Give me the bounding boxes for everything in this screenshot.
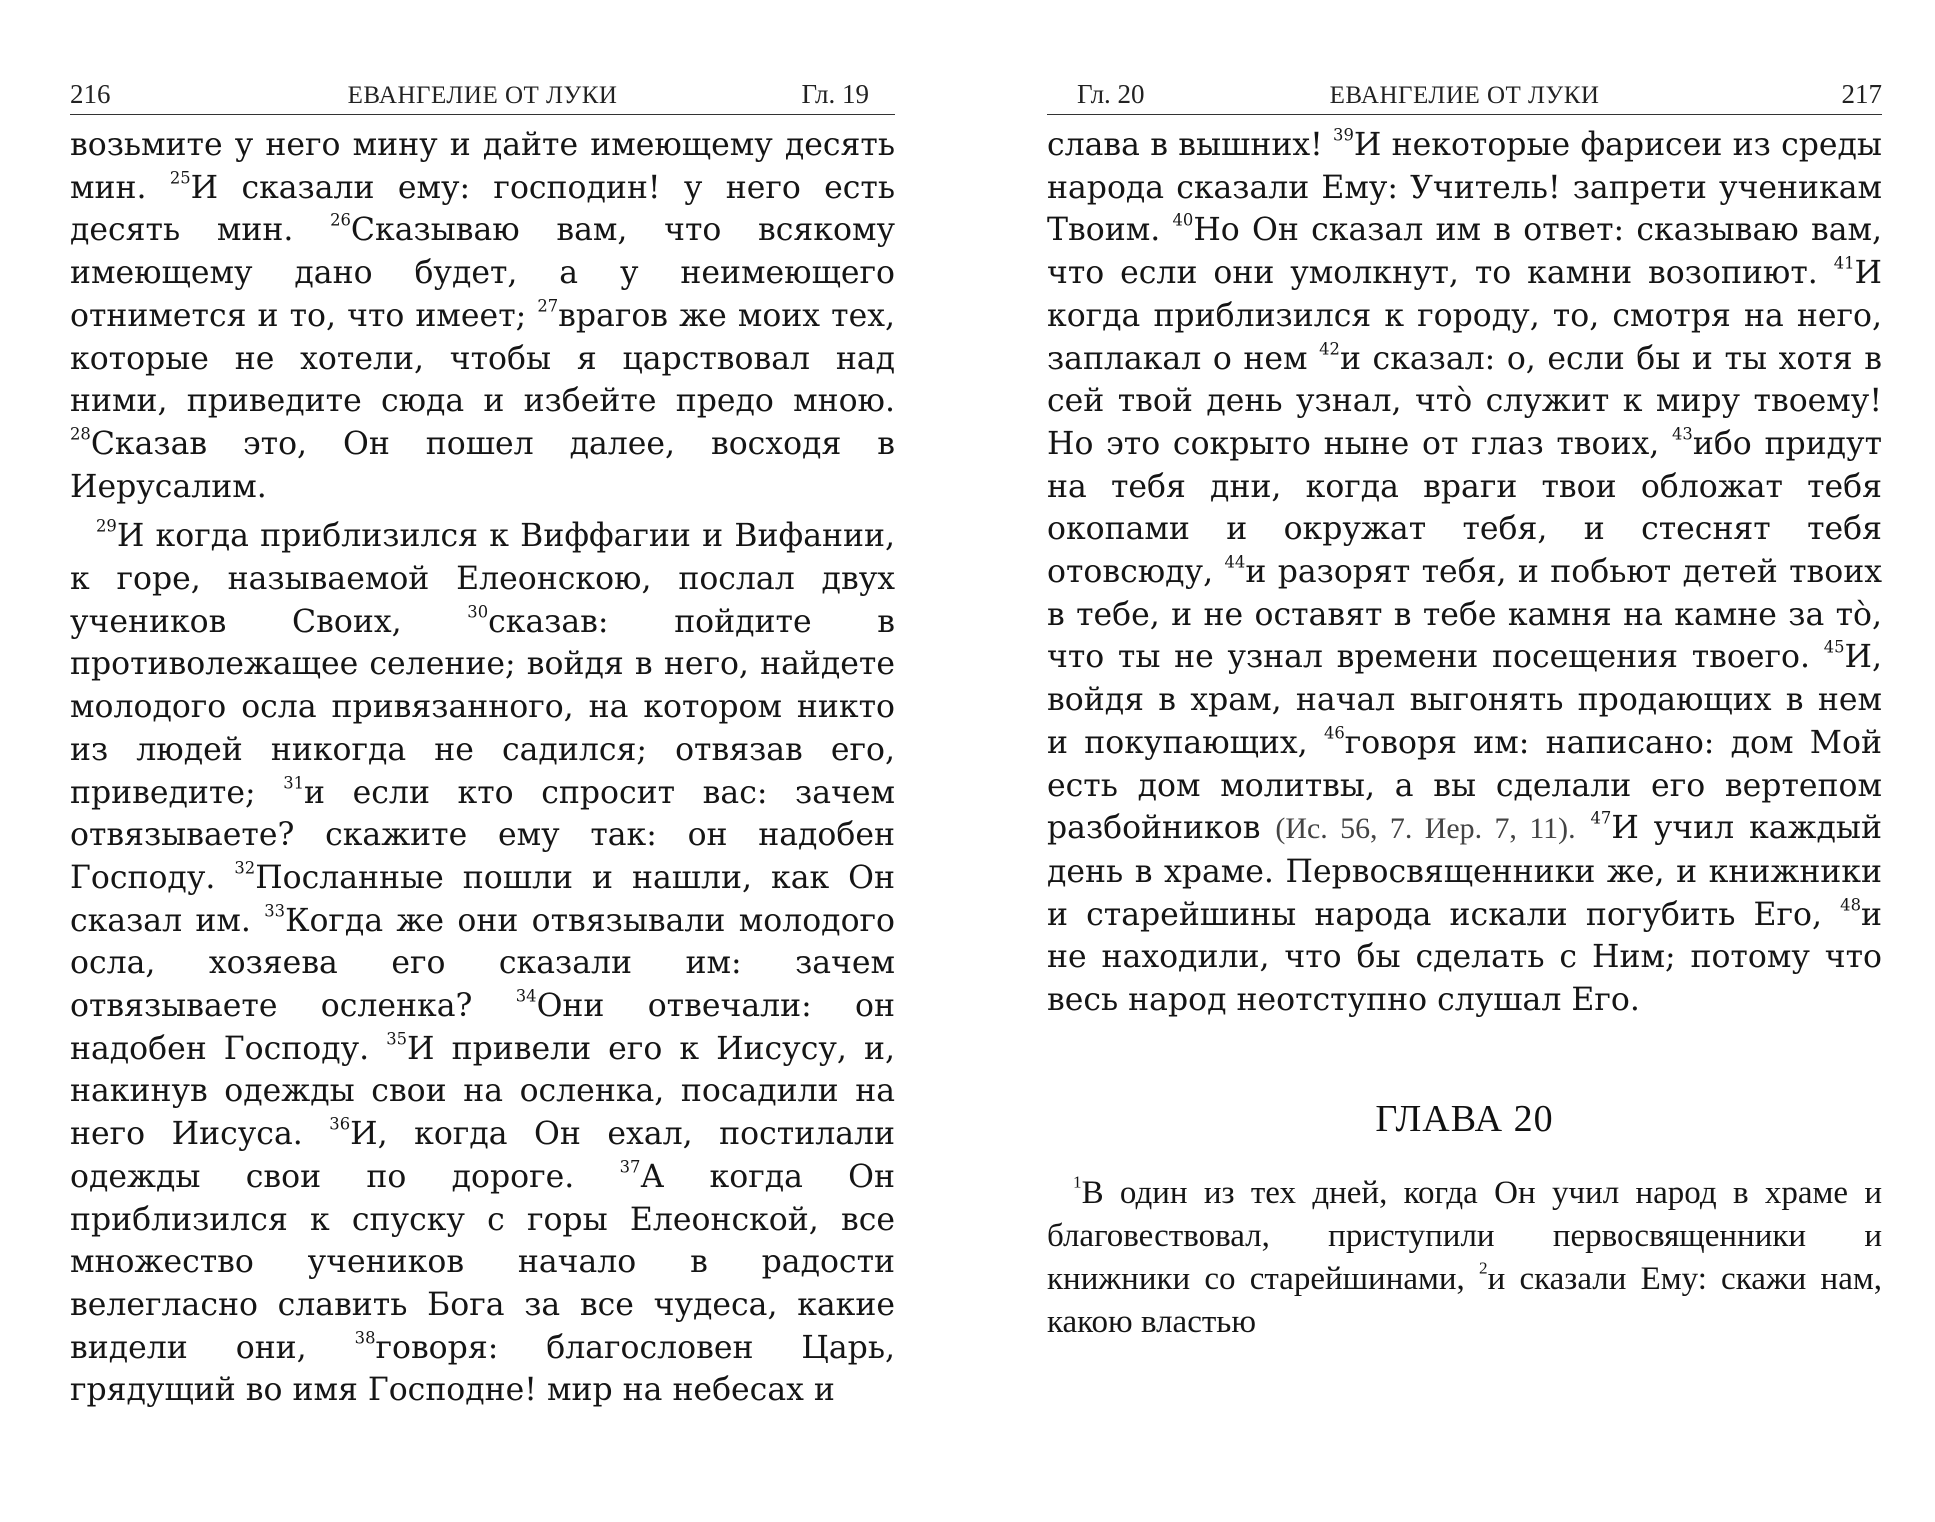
text-segment: Посланные пошли и нашли, как Он сказал им. — [70, 859, 895, 939]
verse-number: 36 — [329, 1114, 351, 1134]
right-page-header — [1047, 70, 1882, 115]
text-segment: И когда приблизился к Виффагии и Вифании, к горе, называемой Елеонскою, послал двух учеников Своих, — [70, 518, 895, 640]
verse-number: 38 — [354, 1327, 376, 1347]
text-segment: И некоторые фарисеи из среды народа сказали Ему: Учитель! запрети ученикам Твоим. — [1047, 127, 1882, 249]
text-segment: и сказали Ему: скажи нам, какою властью — [1047, 1260, 1882, 1340]
text-segment: возьмите у него мину и дайте имеющему десять мин. — [70, 127, 895, 206]
verse-number: 40 — [1172, 210, 1194, 230]
text-segment: А когда Он приблизился к спуску с горы Елеонской, все множество учеников начало в радости велегласно славить Бога за все чудеса, какие видели они, — [70, 1158, 895, 1366]
text-segment: и если кто спросит вас: зачем отвязываете? скажите ему так: он надобен Господу. — [70, 774, 895, 896]
text-segment: и разорят тебя, и побьют детей твоих в тебе, и не оставят в тебе камня на камне за то̀, что ты не узнал времени посещения твоего. — [1047, 554, 1882, 676]
text-segment: слава в вышних! — [1047, 127, 1334, 163]
verse-number: 43 — [1672, 424, 1693, 444]
text-segment: Сказываю вам, что всякому имеющему дано будет, а у неимеющего отнимется и то, что имеет; — [70, 212, 895, 334]
text-segment: ибо придут на тебя дни, когда враги твои обложат тебя окопами и окружат тебя, и стеснят тебя отовсюду, — [1047, 425, 1882, 591]
text-segment: сказав: пойдите в противолежащее селение; войдя в него, найдете молодого осла привязанного, на котором никто из людей никогда не садился; отвязав его, приведите; — [70, 603, 895, 811]
left-running-title: ЕВАНГЕЛИЕ ОТ ЛУКИ — [347, 82, 618, 109]
left-page — [70, 0, 895, 1522]
verse-number: 28 — [70, 424, 91, 444]
text-segment: Когда же они отвязывали молодого осла, хозяева его сказали им: зачем отвязываете осленка? — [70, 902, 896, 1025]
verse-number: 2 — [1479, 1258, 1488, 1278]
right-page-body — [1047, 124, 1882, 1343]
text-segment: и сказал: о, если бы и ты хотя в сей твой день узнал, что̀ служит к миру твоему! Но это сокрыто ныне от глаз твоих, — [1047, 340, 1882, 462]
text-segment: и не находили, что бы сделать с Ним; потому что весь народ неотступно слушал Его. — [1047, 896, 1882, 1019]
left-paragraph-2 — [70, 515, 895, 1412]
text-segment: Они отвечали: он надобен Господу. — [70, 988, 896, 1067]
text-segment: И учил каждый день в храме. Первосвященники же, и книжники и старейшины народа искали погубить Его, — [1047, 810, 1882, 933]
verse-number: 30 — [467, 602, 489, 621]
verse-number: 26 — [330, 210, 351, 230]
verse-number: 37 — [619, 1157, 641, 1177]
text-segment: И сказали ему: господин! у него есть десять мин. — [70, 169, 895, 249]
text-segment: И когда приблизился к городу, то, смотря на него, заплакал о нем — [1047, 255, 1882, 377]
verse-number: 45 — [1823, 637, 1845, 657]
verse-number: 31 — [283, 772, 305, 792]
verse-number: 27 — [537, 296, 559, 316]
verse-number: 29 — [96, 516, 117, 536]
left-page-body — [70, 124, 895, 1412]
right-paragraph-1 — [1047, 124, 1882, 1022]
left-paragraph-1 — [70, 124, 895, 508]
right-paragraph-2 — [1047, 1172, 1882, 1343]
verse-number: 42 — [1319, 338, 1340, 358]
left-chapter-ref: Гл. 19 — [801, 79, 869, 109]
verse-number: 39 — [1333, 125, 1354, 145]
right-page — [1047, 0, 1882, 1522]
text-segment: Сказав это, Он пошел далее, восходя в Иерусалим. — [70, 425, 895, 505]
text-segment: В один из тех дней, когда Он учил народ в храме и благовествовал, приступили первосвященники и книжники со старейшинами, — [1047, 1175, 1882, 1297]
chapter-heading: ГЛАВА 20 — [1375, 1097, 1554, 1140]
verse-number: 44 — [1224, 552, 1246, 572]
left-page-header — [70, 70, 895, 115]
right-chapter-ref: Гл. 20 — [1077, 79, 1145, 109]
verse-number: 48 — [1840, 894, 1861, 914]
text-segment: И, когда Он ехал, постилали одежды свои по дороге. — [70, 1116, 895, 1195]
verse-number: 41 — [1833, 253, 1855, 273]
verse-number: 34 — [515, 986, 537, 1006]
verse-number: 46 — [1323, 723, 1345, 743]
verse-number: 35 — [386, 1029, 408, 1049]
verse-number: 25 — [169, 167, 191, 187]
text-segment: И, войдя в храм, начал выгонять продающих в нем и покупающих, — [1047, 639, 1882, 761]
verse-number: 47 — [1590, 808, 1612, 828]
text-segment: говоря им: написано: дом Мой есть дом молитвы, а вы сделали его вертепом разбойников — [1047, 724, 1882, 847]
right-running-title: ЕВАНГЕЛИЕ ОТ ЛУКИ — [1329, 82, 1600, 109]
text-segment: И привели его к Иисусу, и, накинув одежды свои на осленка, посадили на него Иисуса. — [70, 1030, 895, 1153]
right-page-number: 217 — [1841, 79, 1882, 109]
verse-number: 32 — [234, 858, 256, 878]
paragraph-gap — [70, 508, 895, 515]
scripture-cross-reference: (Ис. 56, 7. Иер. 7, 11). — [1275, 812, 1576, 846]
verse-number: 33 — [264, 900, 286, 920]
text-segment: Но Он сказал им в ответ: сказываю вам, что если они умолкнут, то камни возопиют. — [1047, 212, 1882, 292]
left-page-number: 216 — [70, 79, 111, 109]
text-segment: говоря: благословен Царь, грядущий во имя Господне! мир на небесах и — [70, 1329, 895, 1409]
verse-number: 1 — [1073, 1173, 1082, 1193]
text-segment: врагов же моих тех, которые не хотели, чтобы я царствовал над ними, приведите сюда и избейте предо мною. — [70, 297, 895, 420]
